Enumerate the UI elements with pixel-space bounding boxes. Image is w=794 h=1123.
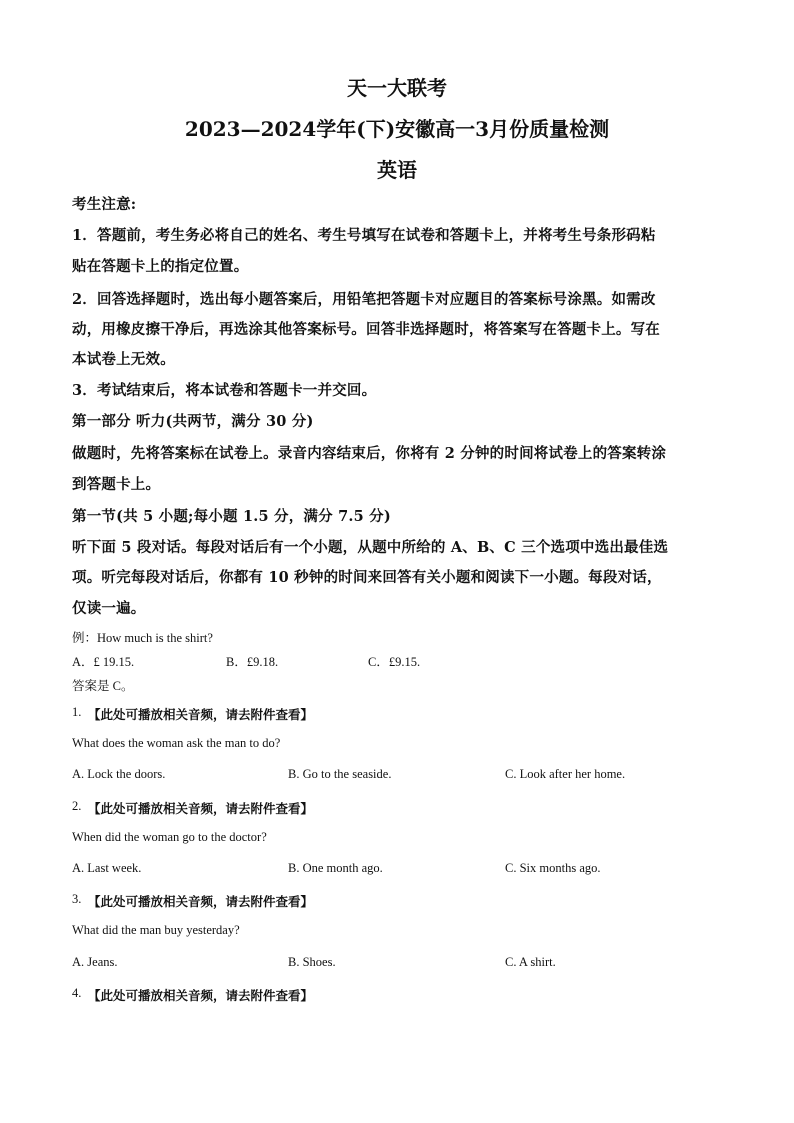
option-a: A. Lock the doors. (72, 767, 166, 781)
notice-line: 1．答题前，考生务必将自己的姓名、考生号填写在试卷和答题卡上，并将考生号条形码粘 (72, 227, 656, 244)
option-a: A. Last week. (72, 861, 142, 875)
audio-placeholder: 【此处可播放相关音频，请去附件查看】 (88, 707, 314, 722)
option-c: C. Look after her home. (505, 767, 626, 781)
notice-line: 2．回答选择题时，选出每小题答案后，用铅笔把答题卡对应题目的答案标号涂黑。如需改 (72, 291, 656, 308)
part1-title: 第一部分 听力(共两节，满分 30 分) (72, 413, 314, 430)
question-number: 2. (72, 799, 82, 813)
notice-line: 3．考试结束后，将本试卷和答题卡一并交回。 (72, 382, 377, 399)
audio-placeholder: 【此处可播放相关音频，请去附件查看】 (88, 801, 314, 816)
notice-line: 贴在答题卡上的指定位置。 (72, 258, 249, 275)
example-option-b: B．£9.18. (226, 655, 279, 669)
example-answer: 答案是 C。 (72, 679, 134, 693)
section1-desc: 仅读一遍。 (72, 600, 146, 617)
subject-title: 英语 (377, 158, 417, 182)
section1-title: 第一节(共 5 小题;每小题 1.5 分，满分 7.5 分) (72, 508, 391, 525)
option-c: C. A shirt. (505, 955, 556, 969)
section1-desc: 项。听完每段对话后，你都有 10 秒钟的时间来回答有关小题和阅读下一小题。每段对话， (72, 569, 662, 586)
question-number: 3. (72, 892, 82, 906)
question-number: 1. (72, 705, 82, 719)
notice-line: 动，用橡皮擦干净后，再选涂其他答案标号。回答非选择题时，将答案写在答题卡上。写在 (72, 321, 660, 338)
notice-line: 本试卷上无效。 (72, 351, 175, 368)
example-option-c: C．£9.15. (368, 655, 421, 669)
example-question: 例：How much is the shirt? (72, 631, 213, 645)
option-b: B. Go to the seaside. (288, 767, 392, 781)
part1-desc: 到答题卡上。 (72, 476, 161, 493)
section1-desc: 听下面 5 段对话。每段对话后有一个小题，从题中所给的 A、B、C 三个选项中选出最佳选 (72, 539, 669, 556)
question-text: When did the woman go to the doctor? (72, 830, 267, 844)
option-b: B. Shoes. (288, 955, 336, 969)
exam-title: 2023—2024学年(下)安徽高一3月份质量检测 (184, 117, 610, 141)
option-c: C. Six months ago. (505, 861, 601, 875)
question-text: What did the man buy yesterday? (72, 923, 240, 937)
option-b: B. One month ago. (288, 861, 383, 875)
audio-placeholder: 【此处可播放相关音频，请去附件查看】 (88, 894, 314, 909)
question-text: What does the woman ask the man to do? (72, 736, 281, 750)
org-title: 天一大联考 (347, 76, 447, 100)
notice-title: 考生注意: (72, 196, 137, 213)
question-number: 4. (72, 986, 82, 1000)
part1-desc: 做题时，先将答案标在试卷上。录音内容结束后，你将有 2 分钟的时间将试卷上的答案转涂 (72, 445, 667, 462)
audio-placeholder: 【此处可播放相关音频，请去附件查看】 (88, 988, 314, 1003)
example-option-a: A．£ 19.15. (72, 655, 135, 669)
option-a: A. Jeans. (72, 955, 118, 969)
